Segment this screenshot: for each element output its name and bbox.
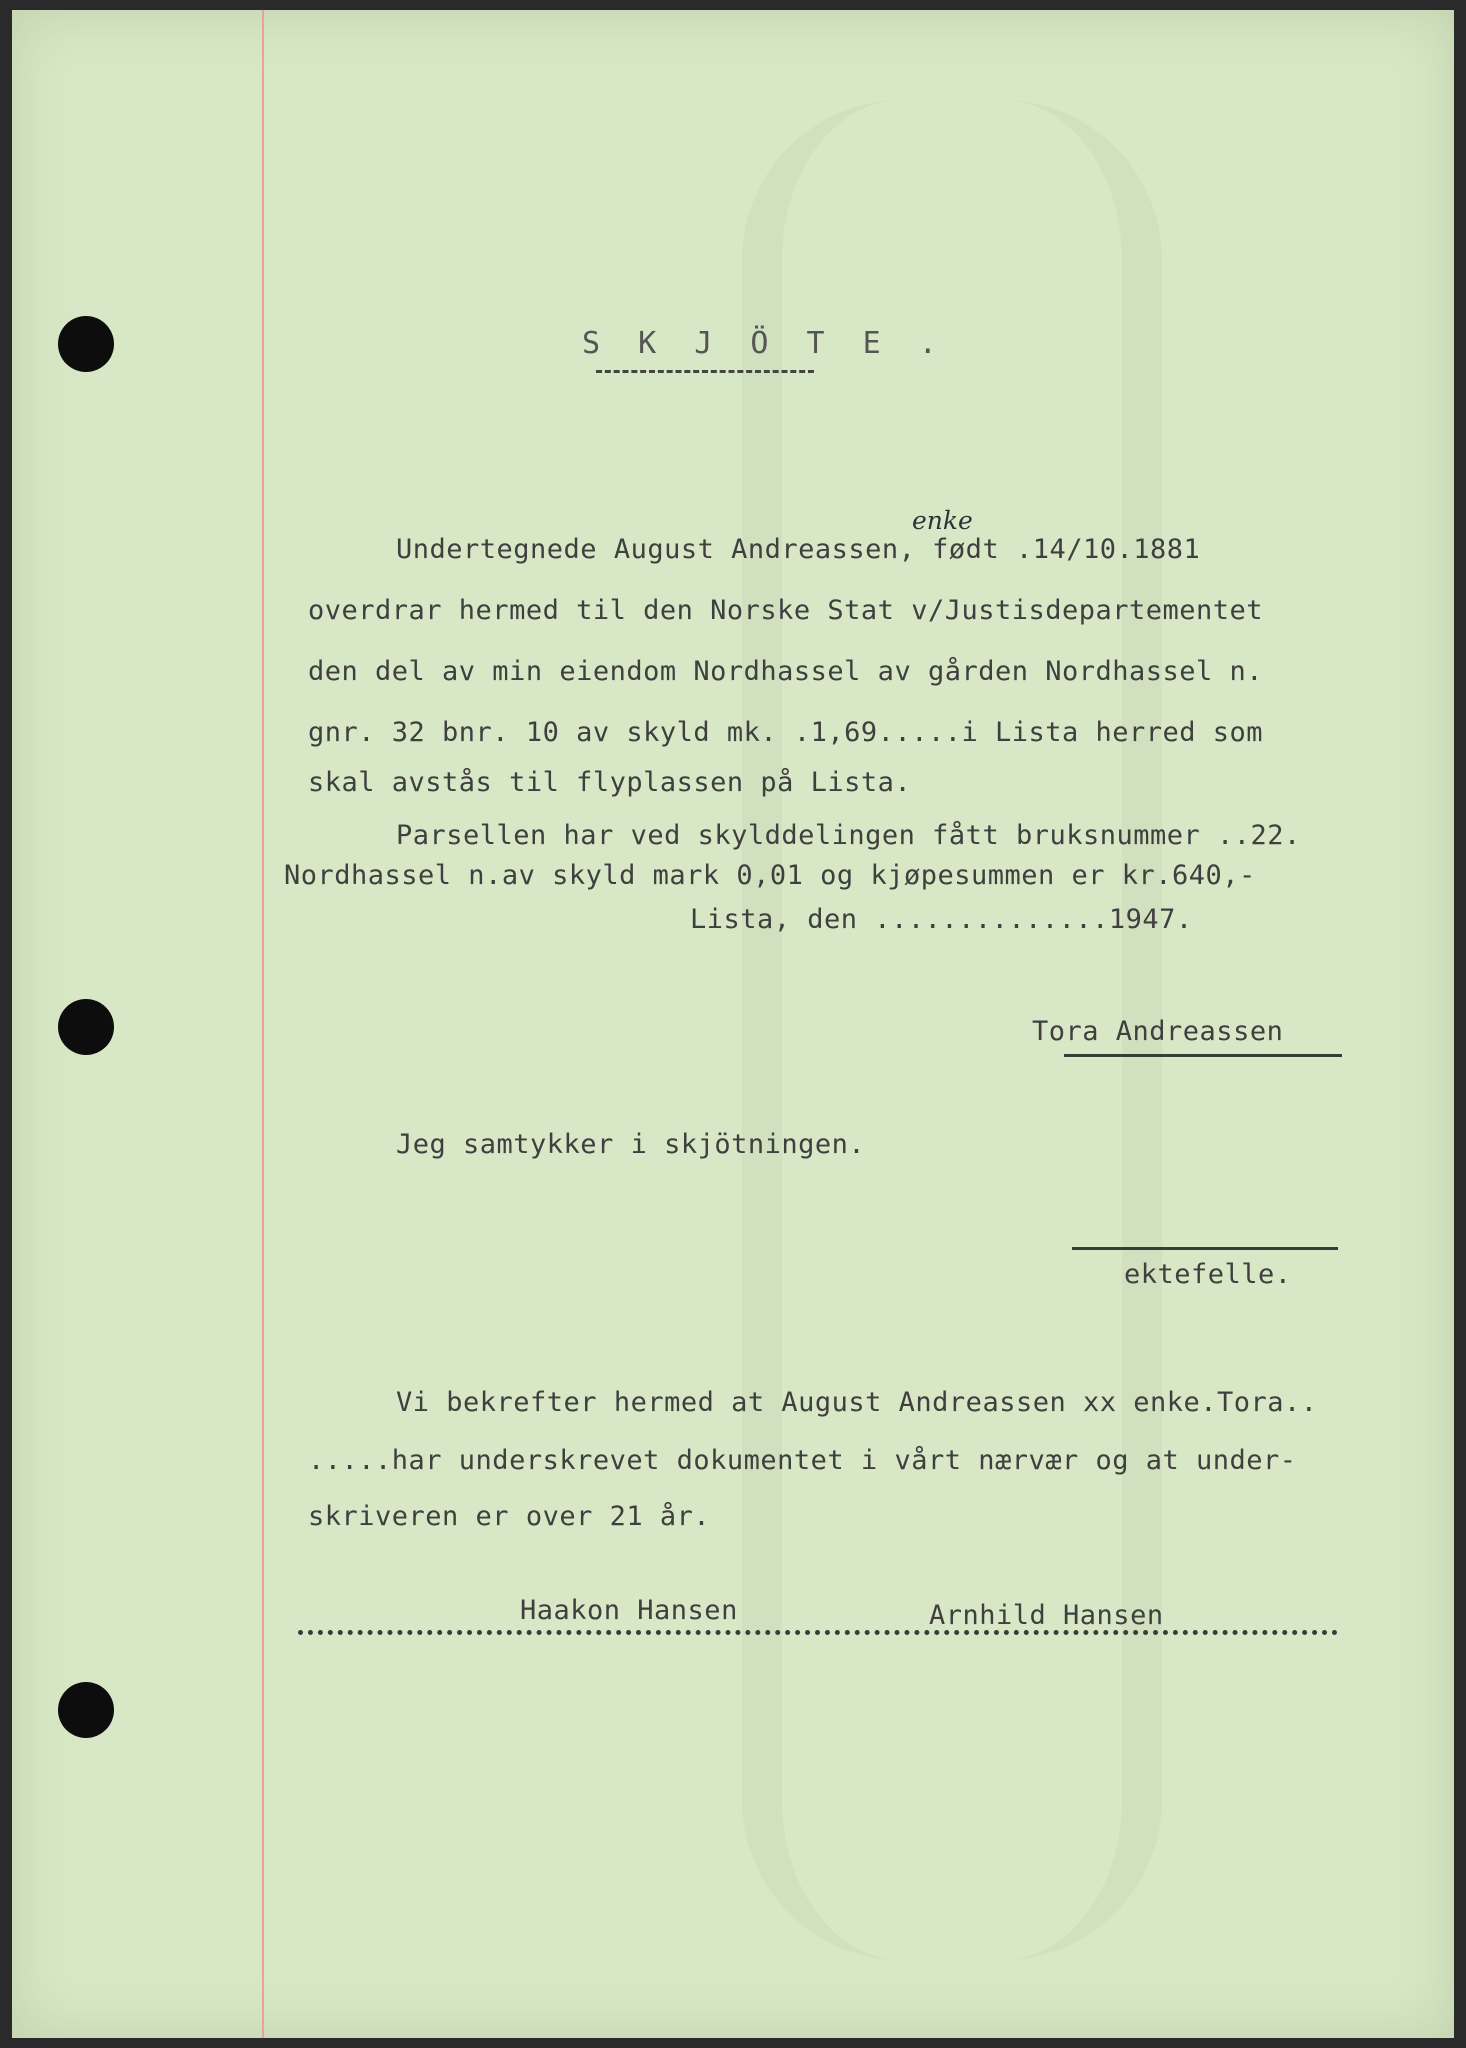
document-title: S K J Ö T E . [582, 326, 947, 361]
document-page [12, 10, 1454, 2038]
paragraph-line-4: gnr. 32 bnr. 10 av skyld mk. .1,69.....i Lista herred som [308, 717, 1264, 748]
punch-hole-middle [58, 999, 114, 1055]
witness-dotted-line [298, 1630, 1338, 1635]
spouse-signature-line [1072, 1247, 1338, 1250]
paragraph-line-3: den del av min eiendom Nordhassel av gården Nordhassel n. [308, 656, 1264, 687]
title-underline [596, 370, 814, 373]
paragraph-line-8: Lista, den ..............1947. [690, 904, 1193, 935]
consent-text: Jeg samtykker i skjötningen. [396, 1129, 866, 1160]
margin-line [262, 10, 264, 2038]
witness-line-1: Vi bekrefter hermed at August Andreassen xx enke.Tora.. [396, 1387, 1318, 1418]
paragraph-line-6: Parsellen har ved skylddelingen fått bruksnummer ..22. [396, 820, 1301, 851]
witness-1-name: Haakon Hansen [520, 1595, 738, 1626]
witness-line-3: skriveren er over 21 år. [308, 1501, 711, 1532]
paragraph-line-2: overdrar hermed til den Norske Stat v/Justisdepartementet [308, 595, 1264, 626]
handwritten-insert: enke [912, 506, 973, 535]
punch-hole-top [58, 316, 114, 372]
spouse-label: ektefelle. [1124, 1259, 1292, 1290]
paragraph-line-1: Undertegnede August Andreassen, født .14/10.1881 [396, 534, 1201, 565]
witness-line-2: .....har underskrevet dokumentet i vårt nærvær og at under- [308, 1445, 1297, 1476]
witness-2-name: Arnhild Hansen [929, 1600, 1164, 1631]
paragraph-line-5: skal avstås til flyplassen på Lista. [308, 767, 912, 798]
signature-line [1064, 1054, 1342, 1057]
signature-name: Tora Andreassen [1032, 1016, 1284, 1047]
punch-hole-bottom [58, 1682, 114, 1738]
paragraph-line-7: Nordhassel n.av skyld mark 0,01 og kjøpesummen er kr.640,- [284, 860, 1256, 891]
